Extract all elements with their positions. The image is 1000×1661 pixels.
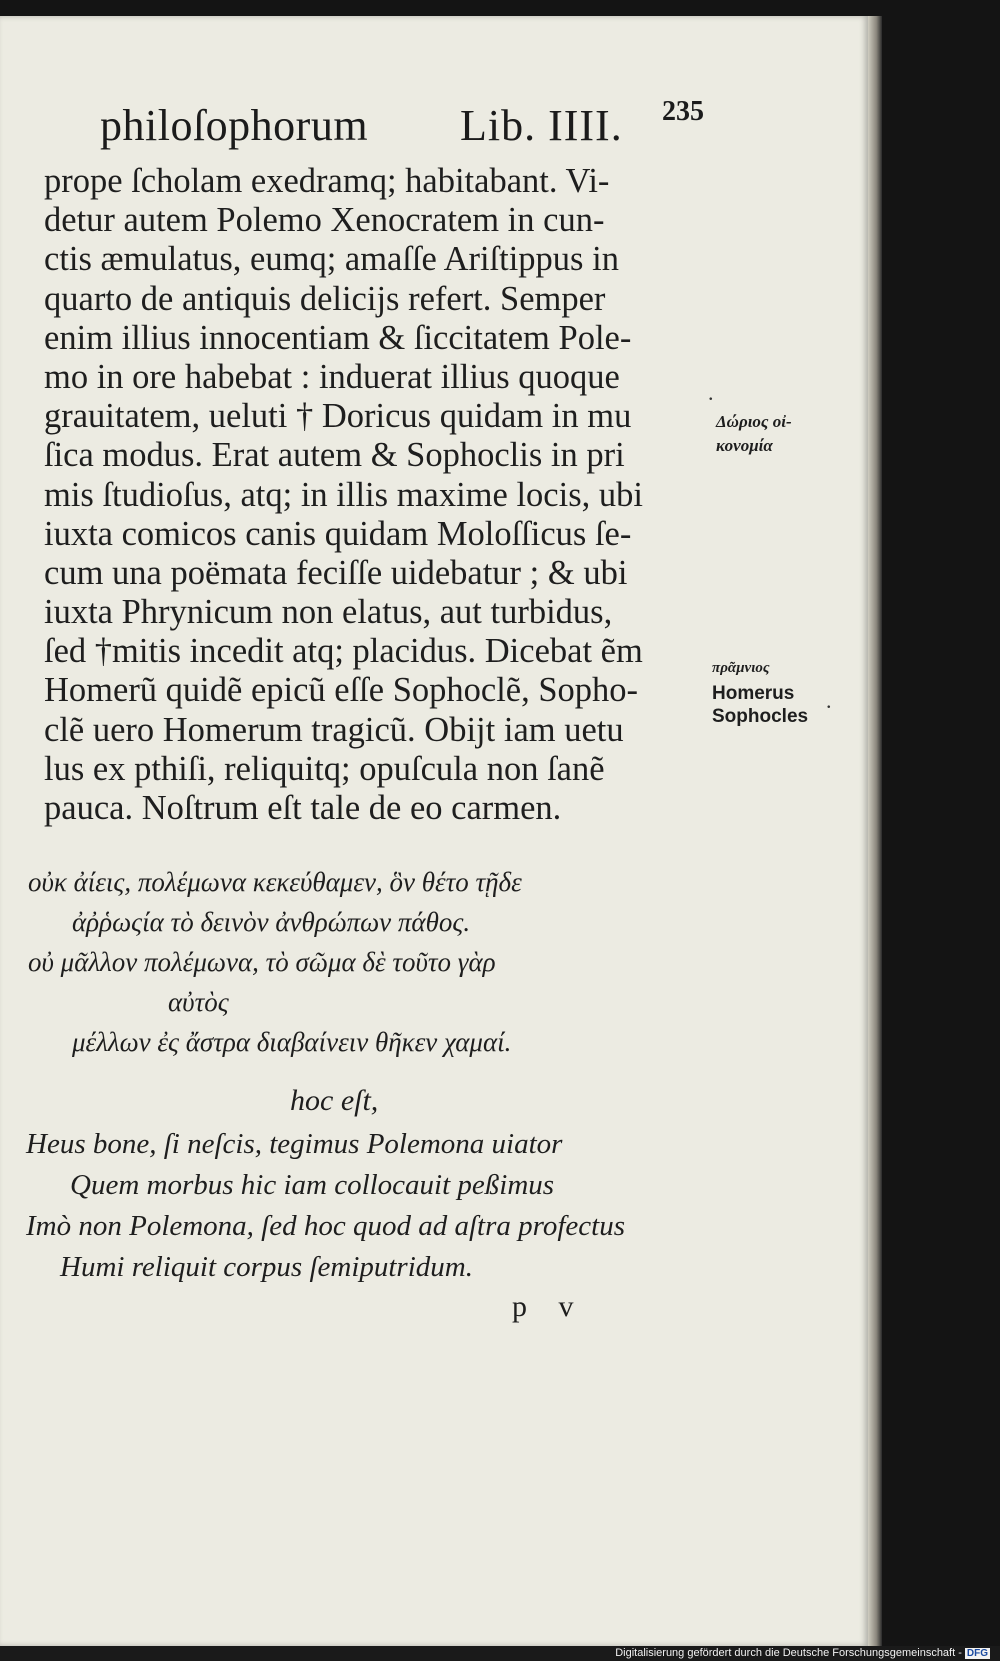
margin-dot: . [826,688,832,713]
text-line: ſed †mitis incedit atq; placidus. Dicebat ẽm [44,632,643,671]
margin-note-line: κονομία [716,436,773,455]
verse-line: Quem morbus hic iam collocauit peßimus [70,1169,555,1201]
margin-note-sophocles: Sophocles [712,706,809,727]
margin-dot: . [708,380,714,405]
funding-credit [615,1647,990,1659]
body-text [44,162,704,828]
text-line: enim illius innocentiam & ſiccitatem Pole- [44,318,632,357]
dfg-logo: DFG [966,1648,988,1659]
text-line: mis ſtudioſus, atq; in illis maxime locis, ubi [44,475,643,514]
text-line: pauca. Noſtrum eſt tale de eo carmen. [44,789,562,827]
verse-line: Humi reliquit corpus ſemiputridum. [60,1251,473,1283]
running-head: philoſophorum [100,101,369,150]
folio-number: 235 [662,96,704,127]
margin-note-line: Δώριος οἰ- [716,412,792,431]
greek-epigram [28,862,688,1062]
text-line: cum una poëmata feciſſe uidebatur ; & ubi [44,553,628,592]
text-line: quarto de antiquis delicijs refert. Semper [44,279,606,318]
book-label: Lib. IIII. [460,101,623,150]
page-edge [868,16,882,1646]
text-line: detur autem Polemo Xenocratem in cun- [44,201,605,240]
greek-line: οὐ μᾶλλον πολέμωνα, τὸ σῶμα δὲ τοῦτο γὰρ [28,947,496,977]
text-line: grauitatem, ueluti † Doricus quidam in mu [44,397,632,436]
latin-verse [26,1124,706,1288]
signature-mark: p v [512,1290,586,1323]
text-line: lus ex pthiſi, reliquitq; opuſcula non ſanẽ [44,749,605,788]
margin-note-pramnios: πρᾶμνιος [712,660,770,676]
greek-line: αὐτὸς [168,987,229,1017]
greek-line: ἀῤῥωςία τὸ δεινὸν ἀνθρώπων πάθος. [72,907,471,937]
greek-line: οὐκ ἀίεις, πολέμωνα κεκεύθαμεν, ὃν θέτο τῇδε [28,867,522,897]
credit-text: Digitalisierung gefördert durch die Deutsche Forschungsgemeinschaft - [615,1647,962,1659]
hoc-est-label: hoc eſt, [290,1084,379,1117]
verse-line: Imò non Polemona, ſed hoc quod ad aſtra profectus [26,1210,625,1242]
page-header [100,96,720,150]
margin-note-homerus: Homerus [712,683,795,704]
text-line: clẽ uero Homerum tragicũ. Obijt iam uetu [44,710,624,749]
text-line: prope ſcholam exedramq; habitabant. Vi- [44,162,610,200]
text-line: mo in ore habebat : induerat illius quoque [44,357,620,396]
greek-line: μέλλων ἐς ἄστρα διαβαίνειν θῆκεν χαμαί. [72,1027,512,1057]
text-line: iuxta Phrynicum non elatus, aut turbidus, [44,593,613,632]
text-line: Homerũ quidẽ epicũ eſſe Sophoclẽ, Sopho- [44,671,639,710]
verse-line: Heus bone, ſi neſcis, tegimus Polemona uiator [26,1128,563,1160]
margin-note-doric [716,410,792,458]
text-line: ſica modus. Erat autem & Sophoclis in pri [44,436,625,475]
text-line: ctis æmulatus, eumq; amaſſe Ariſtippus in [44,240,619,279]
text-line: iuxta comicos canis quidam Moloſſicus ſe- [44,514,632,553]
